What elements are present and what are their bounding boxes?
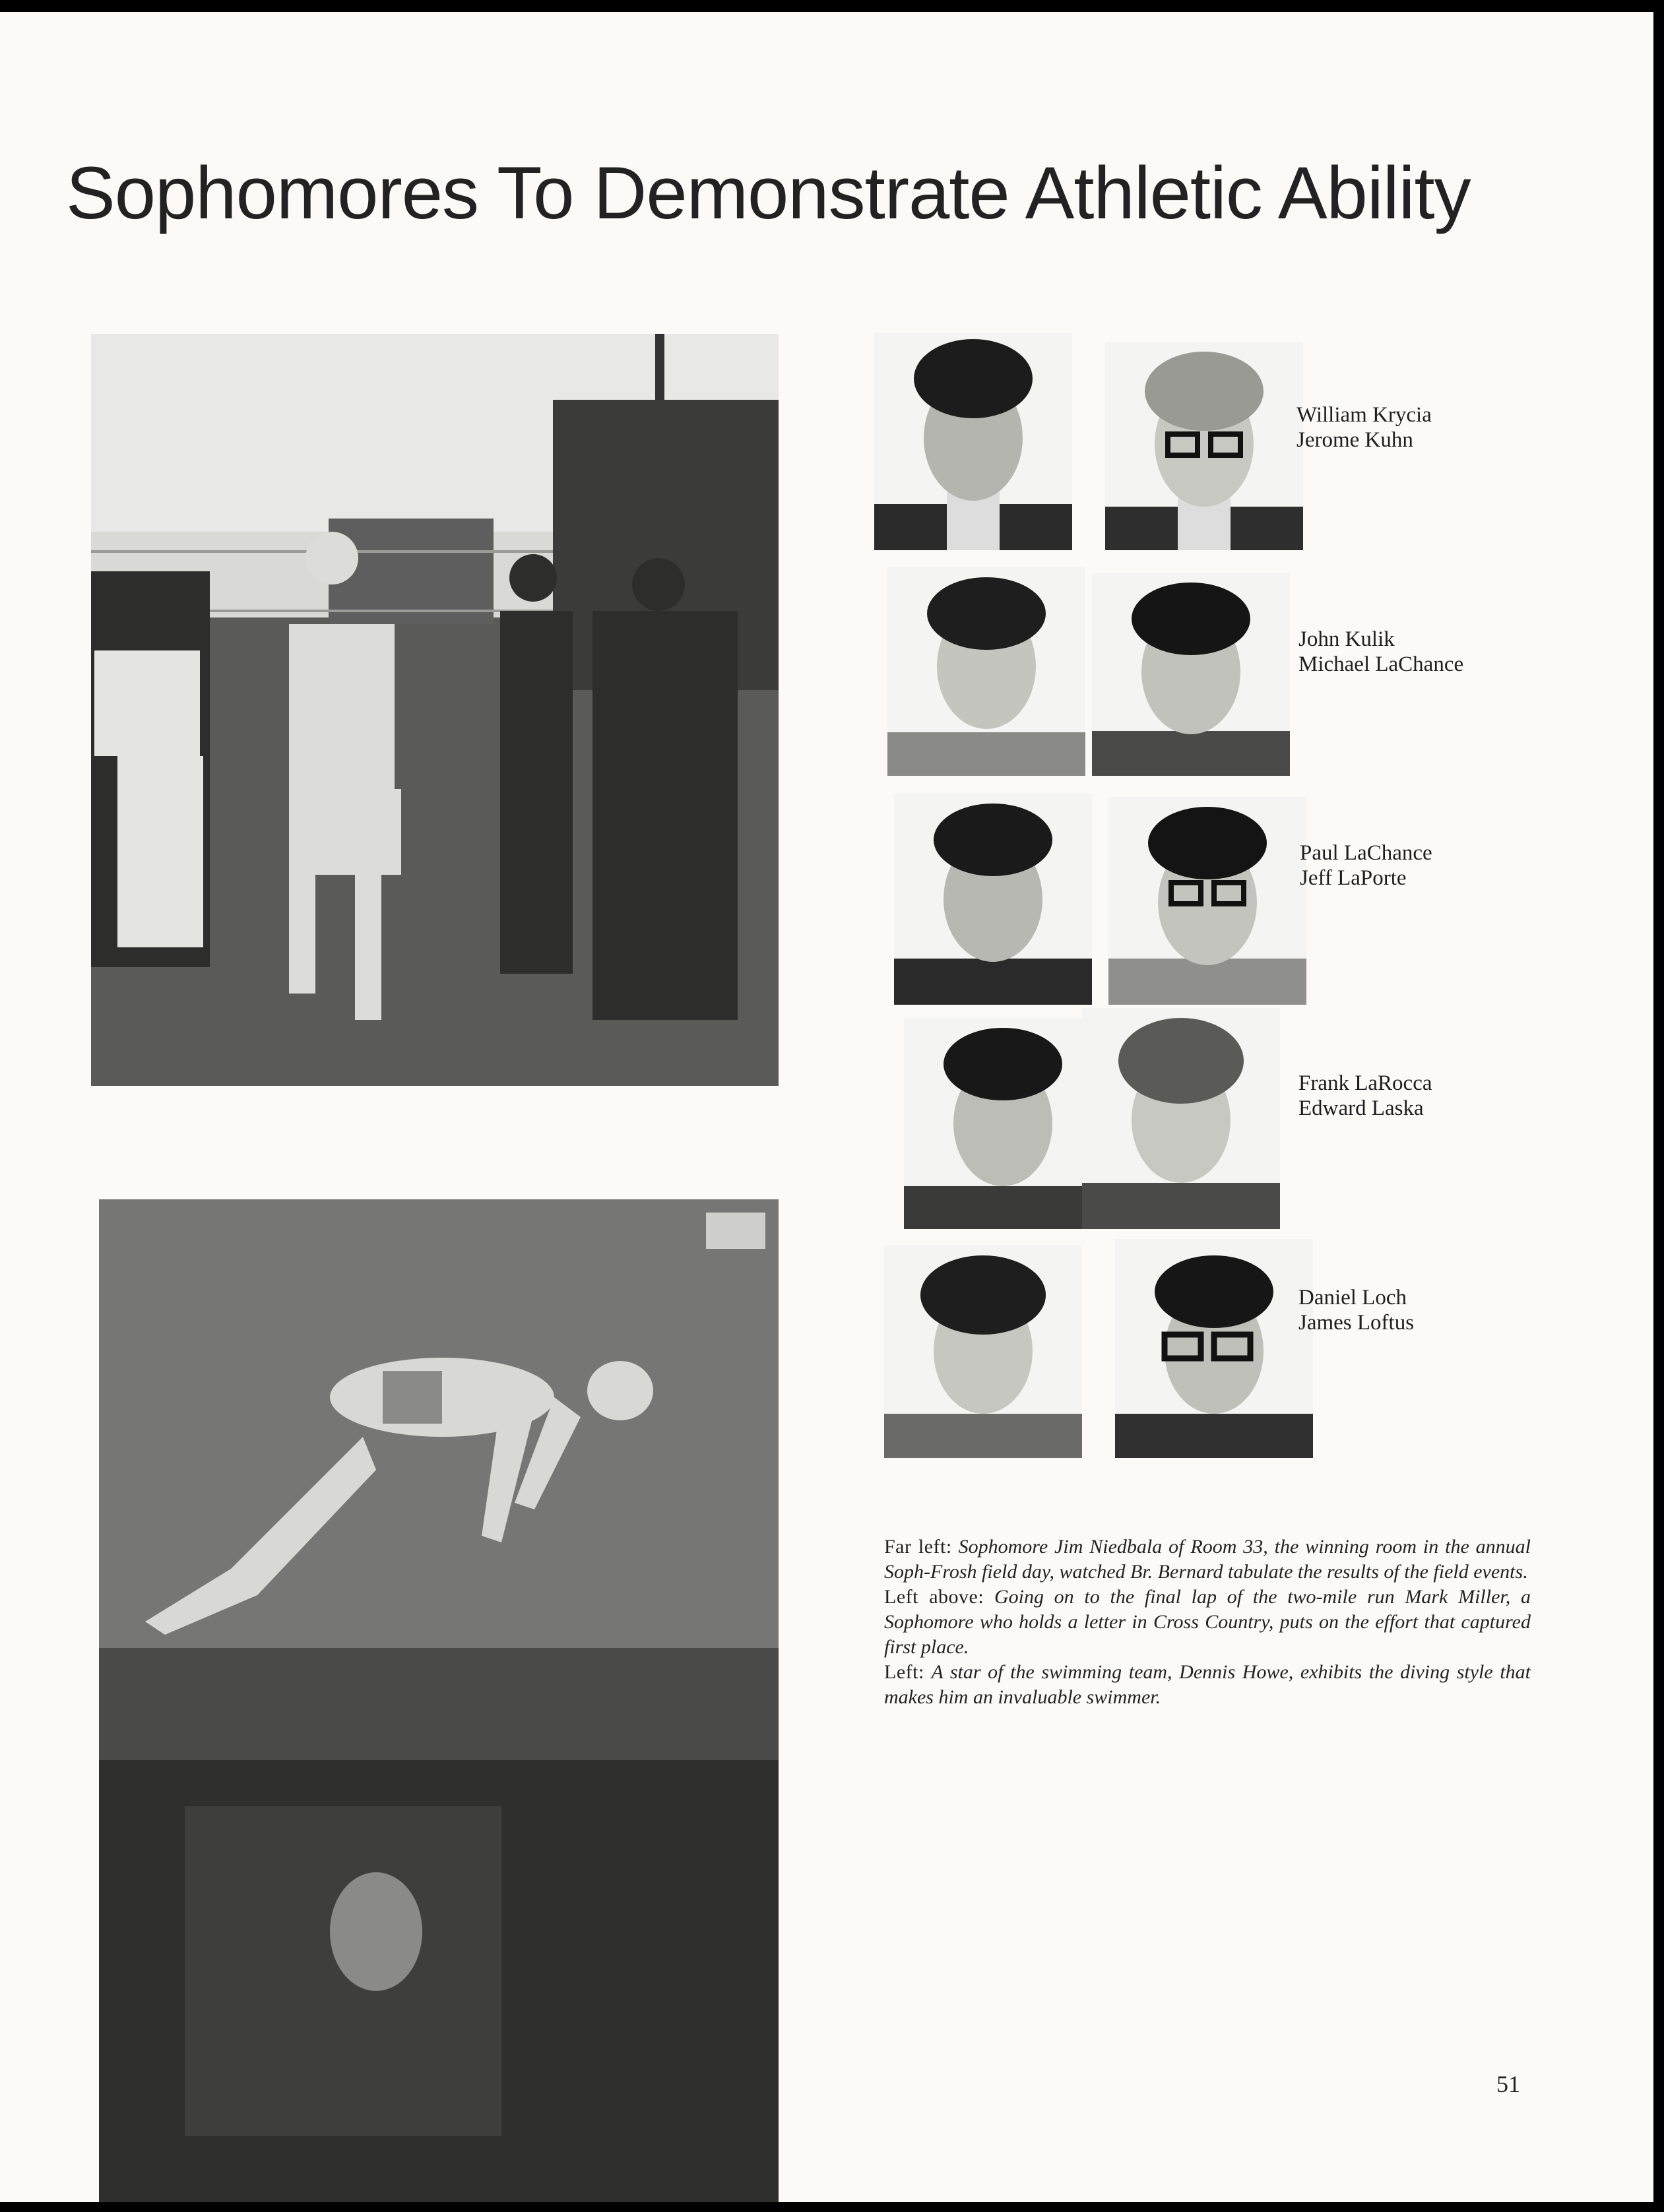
portrait-names-row-3	[1300, 840, 1432, 891]
portrait-name: John Kulik	[1298, 627, 1395, 651]
caption-text: Sophomore Jim Niedbala of Room 33, the winning room in the annual Soph-Frosh field day, watched Br. Bernard tabulate the results of the field events.	[884, 1536, 1531, 1583]
caption-lead: Left:	[884, 1661, 924, 1683]
portrait-jerome-kuhn	[1105, 342, 1303, 550]
portrait-name: Paul LaChance	[1300, 841, 1432, 865]
page-title: Sophomores To Demonstrate Athletic Ability	[66, 152, 1471, 234]
caption-text: Going on to the final lap of the two-mile run Mark Miller, a Sophomore who holds a letter in Cross Country, puts on the effort that captured first place.	[884, 1586, 1531, 1658]
portrait-name: William Krycia	[1296, 403, 1432, 427]
portrait-names-row-1	[1296, 402, 1432, 453]
portrait-james-loftus	[1115, 1239, 1313, 1458]
portrait-john-kulik	[887, 567, 1085, 776]
caption-lead: Far left:	[884, 1536, 952, 1558]
portrait-names-row-5	[1298, 1285, 1414, 1335]
portrait-name: Daniel Loch	[1298, 1286, 1407, 1310]
portrait-william-krycia	[874, 332, 1072, 550]
portrait-name: Frank LaRocca	[1298, 1071, 1432, 1095]
portrait-name: Jerome Kuhn	[1296, 428, 1413, 452]
diver-photo	[99, 1199, 779, 2202]
portrait-daniel-loch	[884, 1246, 1082, 1458]
portrait-frank-larocca	[904, 1018, 1102, 1229]
caption-lead: Left above:	[884, 1586, 984, 1608]
caption-left	[884, 1660, 1531, 1710]
portrait-names-row-4	[1298, 1071, 1432, 1121]
page-number: 51	[1496, 2071, 1520, 2097]
portrait-name: Jeff LaPorte	[1300, 866, 1407, 890]
portrait-name: Michael LaChance	[1298, 652, 1464, 676]
photo-captions	[884, 1534, 1531, 1710]
portrait-paul-lachance	[894, 794, 1092, 1005]
portrait-jeff-laporte	[1108, 797, 1306, 1005]
caption-text: A star of the swimming team, Dennis Howe, exhibits the diving style that makes him an invaluable swimmer.	[884, 1661, 1531, 1708]
cross-country-runner-photo	[91, 334, 779, 1086]
yearbook-page	[0, 12, 1653, 2202]
portrait-name: Edward Laska	[1298, 1096, 1424, 1120]
portrait-michael-lachance	[1092, 573, 1290, 776]
portrait-names-row-2	[1298, 627, 1463, 677]
portrait-edward-laska	[1082, 1008, 1280, 1229]
caption-left-above	[884, 1585, 1531, 1660]
caption-far-left	[884, 1534, 1531, 1585]
portrait-name: James Loftus	[1298, 1311, 1415, 1335]
